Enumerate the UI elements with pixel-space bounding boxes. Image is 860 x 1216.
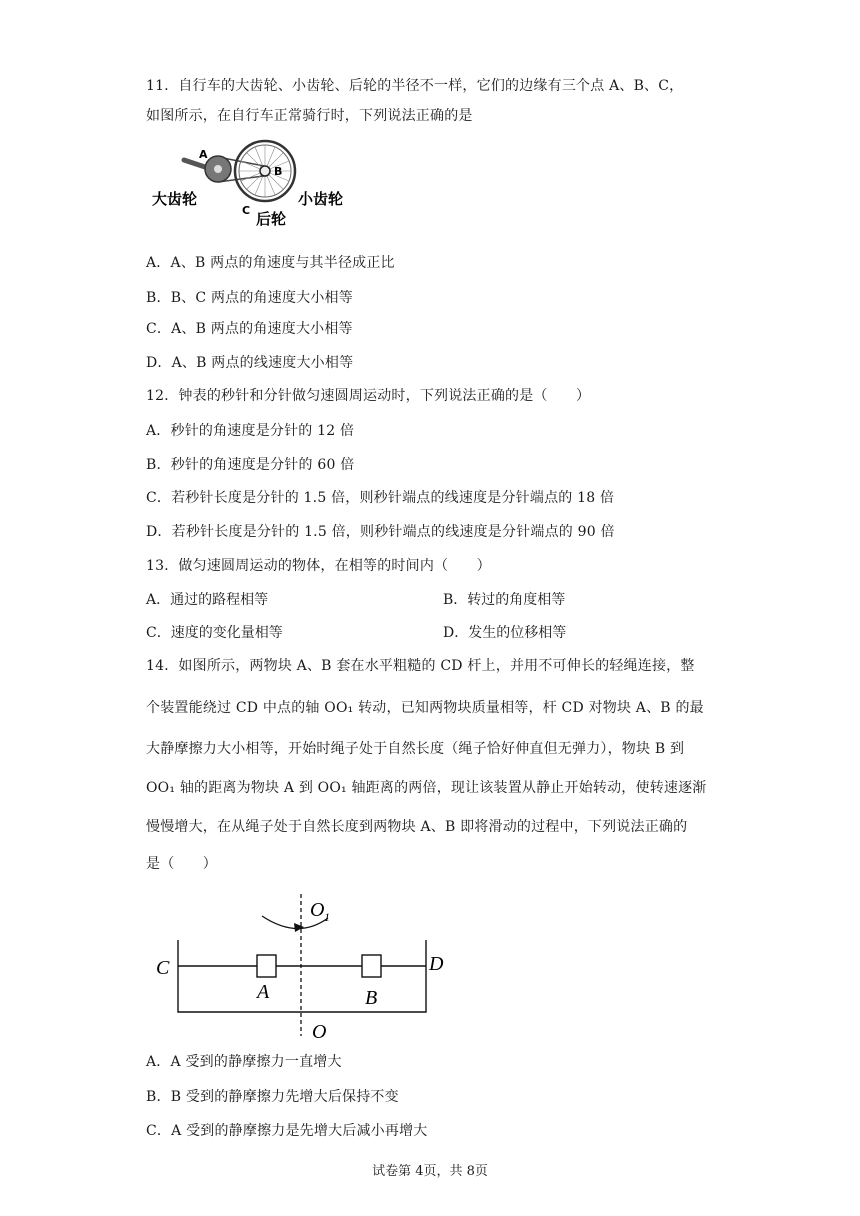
q12-stem: 12．钟表的秒针和分针做匀速圆周运动时，下列说法正确的是（ ） bbox=[146, 388, 591, 404]
q14-option-b: B．B 受到的静摩擦力先增大后保持不变 bbox=[146, 1089, 399, 1105]
q13-option-c: C．速度的变化量相等 bbox=[146, 625, 283, 641]
q13-stem: 13．做匀速圆周运动的物体，在相等的时间内（ ） bbox=[146, 558, 491, 574]
label-rear-wheel: 后轮 bbox=[256, 210, 287, 228]
label-big-gear: 大齿轮 bbox=[152, 190, 198, 208]
label-A: A bbox=[257, 981, 270, 1003]
q13-option-b: B．转过的角度相等 bbox=[443, 592, 566, 608]
q12-option-a: A．秒针的角速度是分针的 12 倍 bbox=[146, 423, 355, 439]
q12-option-c: C．若秒针长度是分针的 1.5 倍，则秒针端点的线速度是分针端点的 18 倍 bbox=[146, 490, 615, 506]
label-B: B bbox=[365, 987, 378, 1009]
q14-stem-line3: 大静摩擦力大小相等，开始时绳子处于自然长度（绳子恰好伸直但无弹力），物块 B 到 bbox=[146, 741, 685, 757]
q14-stem-line2: 个装置能绕过 CD 中点的轴 OO₁ 转动，已知两物块质量相等，杆 CD 对物块 A、B 的最 bbox=[146, 700, 704, 716]
label-A: A bbox=[199, 148, 208, 161]
label-small-gear: 小齿轮 bbox=[298, 190, 344, 208]
label-D: D bbox=[429, 953, 444, 975]
q11-stem-line1: 11．自行车的大齿轮、小齿轮、后轮的半径不一样，它们的边缘有三个点 A、B、C， bbox=[146, 78, 684, 94]
q12-option-d: D．若秒针长度是分针的 1.5 倍，则秒针端点的线速度是分针端点的 90 倍 bbox=[146, 524, 615, 540]
q14-option-c: C．A 受到的静摩擦力是先增大后减小再增大 bbox=[146, 1123, 428, 1139]
label-O1-subscript: 1 bbox=[324, 910, 330, 924]
q11-option-a: A．A、B 两点的角速度与其半径成正比 bbox=[146, 255, 395, 271]
q14-stem-line4: OO₁ 轴的距离为物块 A 到 OO₁ 轴距离的两倍，现让该装置从静止开始转动，使转速逐渐 bbox=[146, 780, 707, 796]
q14-stem-line5: 慢慢增大，在从绳子处于自然长度到两物块 A、B 即将滑动的过程中，下列说法正确的 bbox=[146, 819, 688, 835]
label-C: C bbox=[156, 957, 170, 979]
bicycle-figure bbox=[148, 138, 354, 230]
q13-option-a: A．通过的路程相等 bbox=[146, 592, 269, 608]
block-b bbox=[362, 955, 381, 977]
q11-stem-line2: 如图所示，在自行车正常骑行时，下列说法正确的是 bbox=[146, 108, 473, 124]
q11-option-c: C．A、B 两点的角速度大小相等 bbox=[146, 321, 353, 337]
q12-option-b: B．秒针的角速度是分针的 60 倍 bbox=[146, 457, 355, 473]
label-O1: O bbox=[310, 899, 325, 921]
q13-option-d: D．发生的位移相等 bbox=[443, 625, 567, 641]
rod-rotation-figure bbox=[150, 890, 460, 1050]
q14-stem-line1: 14．如图所示，两物块 A、B 套在水平粗糙的 CD 杆上，并用不可伸长的轻绳连接，整 bbox=[146, 658, 695, 674]
q11-option-d: D．A、B 两点的线速度大小相等 bbox=[146, 355, 354, 371]
label-O: O bbox=[312, 1021, 327, 1043]
q11-option-b: B．B、C 两点的角速度大小相等 bbox=[146, 290, 353, 306]
label-C: C bbox=[242, 204, 251, 217]
q14-stem-line6: 是（ ） bbox=[146, 856, 217, 872]
label-B: B bbox=[274, 165, 283, 178]
q14-option-a: A．A 受到的静摩擦力一直增大 bbox=[146, 1054, 342, 1070]
page-footer: 试卷第 4页，共 8页 bbox=[372, 1164, 488, 1179]
block-a bbox=[257, 955, 276, 977]
